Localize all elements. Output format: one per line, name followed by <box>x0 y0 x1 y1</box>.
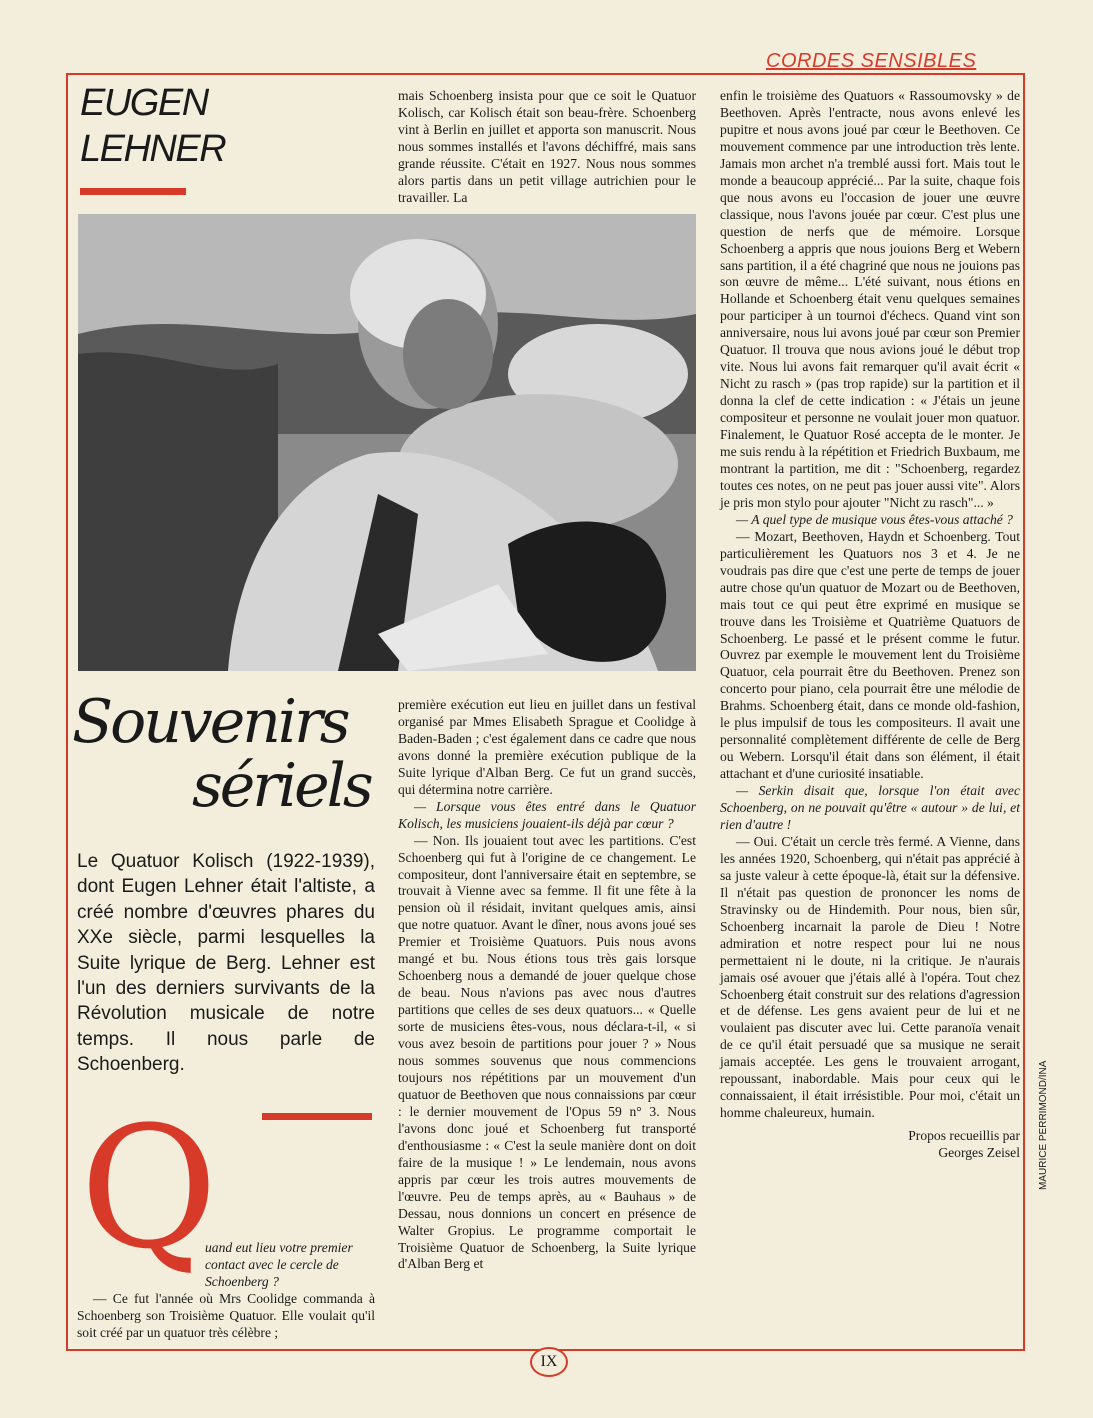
paragraph: — Non. Ils jouaient tout avec les partitions. C'est Schoenberg qui fut à l'origine de ce changement. Le compositeur, dont l'anniversaire était en septembre, se trouvait à Vienne avec sa femme. Il fit une fête à la pension où il résidait, invitant quelques amis, ainsi que notre quatuor. Avant le dîner, nous avons joué ses Premier et Troisième Quatuors. Puis nous avons mangé et bu. Nous étions tous très gais lorsque Schoenberg nous a demandé de jouer quelque chose de beau. Nous n'avions pas avec nous d'autres partitions que celles de ses deux quatuors... « Quelle sorte de musiciens êtes-vous, nous déclara-t-il, « si vous avez besoin de partitions pour jouer ? » Nous nous sommes souvenus que nous commencions toujours nos répétitions par un mouvement d'un quatuor de Beethoven que nous connaissions par cœur : le dernier mouvement de l'Opus 59 n° 3. Nous l'avons donc joué et Schoenberg fut transporté d'enthousiasme : « C'est la seule manière dont on doit faire de la musique ! » Le lendemain, nous avons appris par cœur les trois autres mouvements de l'œuvre. Peu de temps après, au « Bauhaus » de Dessau, nous donnions un concert en présence de Walter Gropius. Le programme comportait le Troisième Quatuor de Schoenberg, la Suite lyrique d'Alban Berg et <box>398 832 696 1272</box>
question-1-text: uand eut lieu votre premier contact avec le cercle de Schoenberg ? <box>205 1240 353 1289</box>
signature-line1: Propos recueillis par <box>908 1128 1020 1144</box>
section-label: CORDES SENSIBLES <box>760 50 1002 73</box>
article-title-line1: Souvenirs <box>72 687 348 757</box>
paragraph: enfin le troisième des Quatuors « Rassoumovsky » de Beethoven. Après l'entracte, nous avons enlevé les pupitre et nous avons joué par cœur le Beethoven. Ce mouvement commence par une introduction très lente. Jamais mon archet n'a tremblé aussi fort. Mais tout le monde a beaucoup apprécié... Par la suite, chaque fois que nous avons eu l'occasion de jouer une œuvre classique, nous l'avons jouée par cœur. C'est plus une question de nerfs que de mémoire. Lorsque Schoenberg a appris que nous jouions Berg et Webern sans partition, il a été chagriné que nous ne jouions pas son œuvre de même... L'été suivant, nous étions en Hollande et Schoenberg était venu quelques semaines pour participer à un tournoi d'échecs. Quand vint son anniversaire, nous lui avons joué par cœur son Premier Quatuor. Il trouva que nous avions joué le début trop vite. Nous lui avons fait remarquer qu'il avait écrit « Nicht zu rasch » (pas trop rapide) sur la partition et il donna la clef de cette indication : « J'étais un jeune compositeur et personne ne voulait jouer mon quatuor. Finalement, le Quatuor Rosé accepta de le monter. Je me suis rendu à la répétition et Friedrich Buxbaum, me montrant la partition, me dit : "Schoenberg, regardez toutes ces notes, on ne peut pas jouer aussi vite". Alors je pris mon stylo pour ajouter "Nicht zu rasch"... » <box>720 88 1020 510</box>
photo-credit: MAURICE PERRIMOND/INA <box>1038 1060 1049 1190</box>
column-2-top <box>398 88 696 207</box>
column-2-bottom <box>398 697 696 1273</box>
paragraph: — Mozart, Beethoven, Haydn et Schoenberg. Tout particulièrement les Quatuors nos 3 et 4. Je ne voudrais pas dire que c'est une perte de temps de jouer autre chose qu'un quatuor de Mozart ou de Beethoven, mais tout ce qui peut être exprimé en musique se trouve dans les Troisième et Quatrième Quatuors de Schoenberg. Le passé et le présent comme le futur. Ouvrez par exemple le mouvement lent du Troisième Quatuor, cela pourrait être du Beethoven. Prenez son concerto pour piano, cela pourrait être une mélodie de Brahms. Schoenberg était, dans ce monde old-fashion, le plus impulsif de tous les compositeurs. Il avait une personnalité complètement différente de celle de Berg ou Webern. Lorsqu'il était dans son élément, il était attachant et d'une curiosité insatiable. <box>720 528 1020 782</box>
lede-paragraph: Le Quatuor Kolisch (1922-1939), dont Eugen Lehner était l'altiste, a créé nombre d'œuvres phares du XXe siècle, parmi lesquelles la Suite lyrique de Berg. Lehner est l'un des derniers survivants de la Révolution musicale de notre temps. Il nous parle de Schoenberg. <box>77 851 375 1076</box>
question: — A quel type de musique vous êtes-vous attaché ? <box>736 511 1013 527</box>
question-1 <box>205 1240 375 1291</box>
portrait-photo-illustration <box>78 214 696 671</box>
column-3 <box>720 88 1020 1162</box>
paragraph: première exécution eut lieu en juillet dans un festival organisé par Mmes Elisabeth Sprague et Coolidge à Baden-Baden ; c'est également dans ce cadre que nous avons donné la première exécution publique de la Suite lyrique d'Alban Berg. Ce fut un grand succès, qui détermina notre carrière. <box>398 697 696 797</box>
question: — Lorsque vous êtes entré dans le Quatuor Kolisch, les musiciens jouaient-ils déjà par cœur ? <box>398 798 696 831</box>
portrait-photo <box>78 214 696 671</box>
page-number: IX <box>530 1347 568 1377</box>
question: — Serkin disait que, lorsque l'on était avec Schoenberg, on ne pouvait qu'être « autour » de lui, et rien d'autre ! <box>720 783 1020 832</box>
paragraph: — Oui. C'était un cercle très fermé. A Vienne, dans les années 1920, Schoenberg, qui n'était pas apprécié à sa juste valeur à cette époque-là, était sur la défensive. Il n'était pas question de prononcer les noms de Stravinsky ou de Hindemith. Pour nous, bien sûr, Schoenberg incarnait la parole de Dieu ! Notre admiration et notre respect pour lui ne nous permettaient ni le doute, ni la critique. Je n'aurais jamais osé avouer que j'étais allé à l'opéra. Tout chez Schoenberg était construit sur des relations d'agression et de défense. Les gens avaient peur de lui et ne voulaient pas discuter avec lui. Cette paranoïa venait de ce qu'il était persuadé que sa musique ne serait jamais acceptée. Les gens le trouvaient arrogant, repoussant, inabordable. Mais pour ceux qui le connaissaient, il était irrésistible. Pour moi, c'était un homme chaleureux, humain. <box>720 833 1020 1121</box>
author-name <box>80 80 225 172</box>
article-title-line2: sériels <box>192 751 371 821</box>
red-rule-dropcap <box>262 1113 372 1120</box>
red-rule-top <box>80 188 186 195</box>
column-1-bottom <box>77 1291 375 1342</box>
paragraph: mais Schoenberg insista pour que ce soit le Quatuor Kolisch, car Kolisch était son beau-frère. Schoenberg vint à Berlin en juillet et apporta son manuscrit. Nous nous sommes installés et l'avons déchiffré, mais sans grande réussite. C'était en 1927. Nous nous sommes alors partis dans un petit village autrichien pour le travailler. La <box>398 88 696 205</box>
article-title <box>72 687 371 821</box>
signature-line2: Georges Zeisel <box>938 1145 1020 1161</box>
author-name-line1: EUGEN <box>80 82 208 124</box>
drop-cap: Q <box>80 1090 218 1286</box>
answer-1: — Ce fut l'année où Mrs Coolidge commanda à Schoenberg son Troisième Quatuor. Elle voulait qu'il soit créé par un quatuor très célèbre ; <box>77 1291 375 1340</box>
author-name-line2: LEHNER <box>80 128 226 170</box>
